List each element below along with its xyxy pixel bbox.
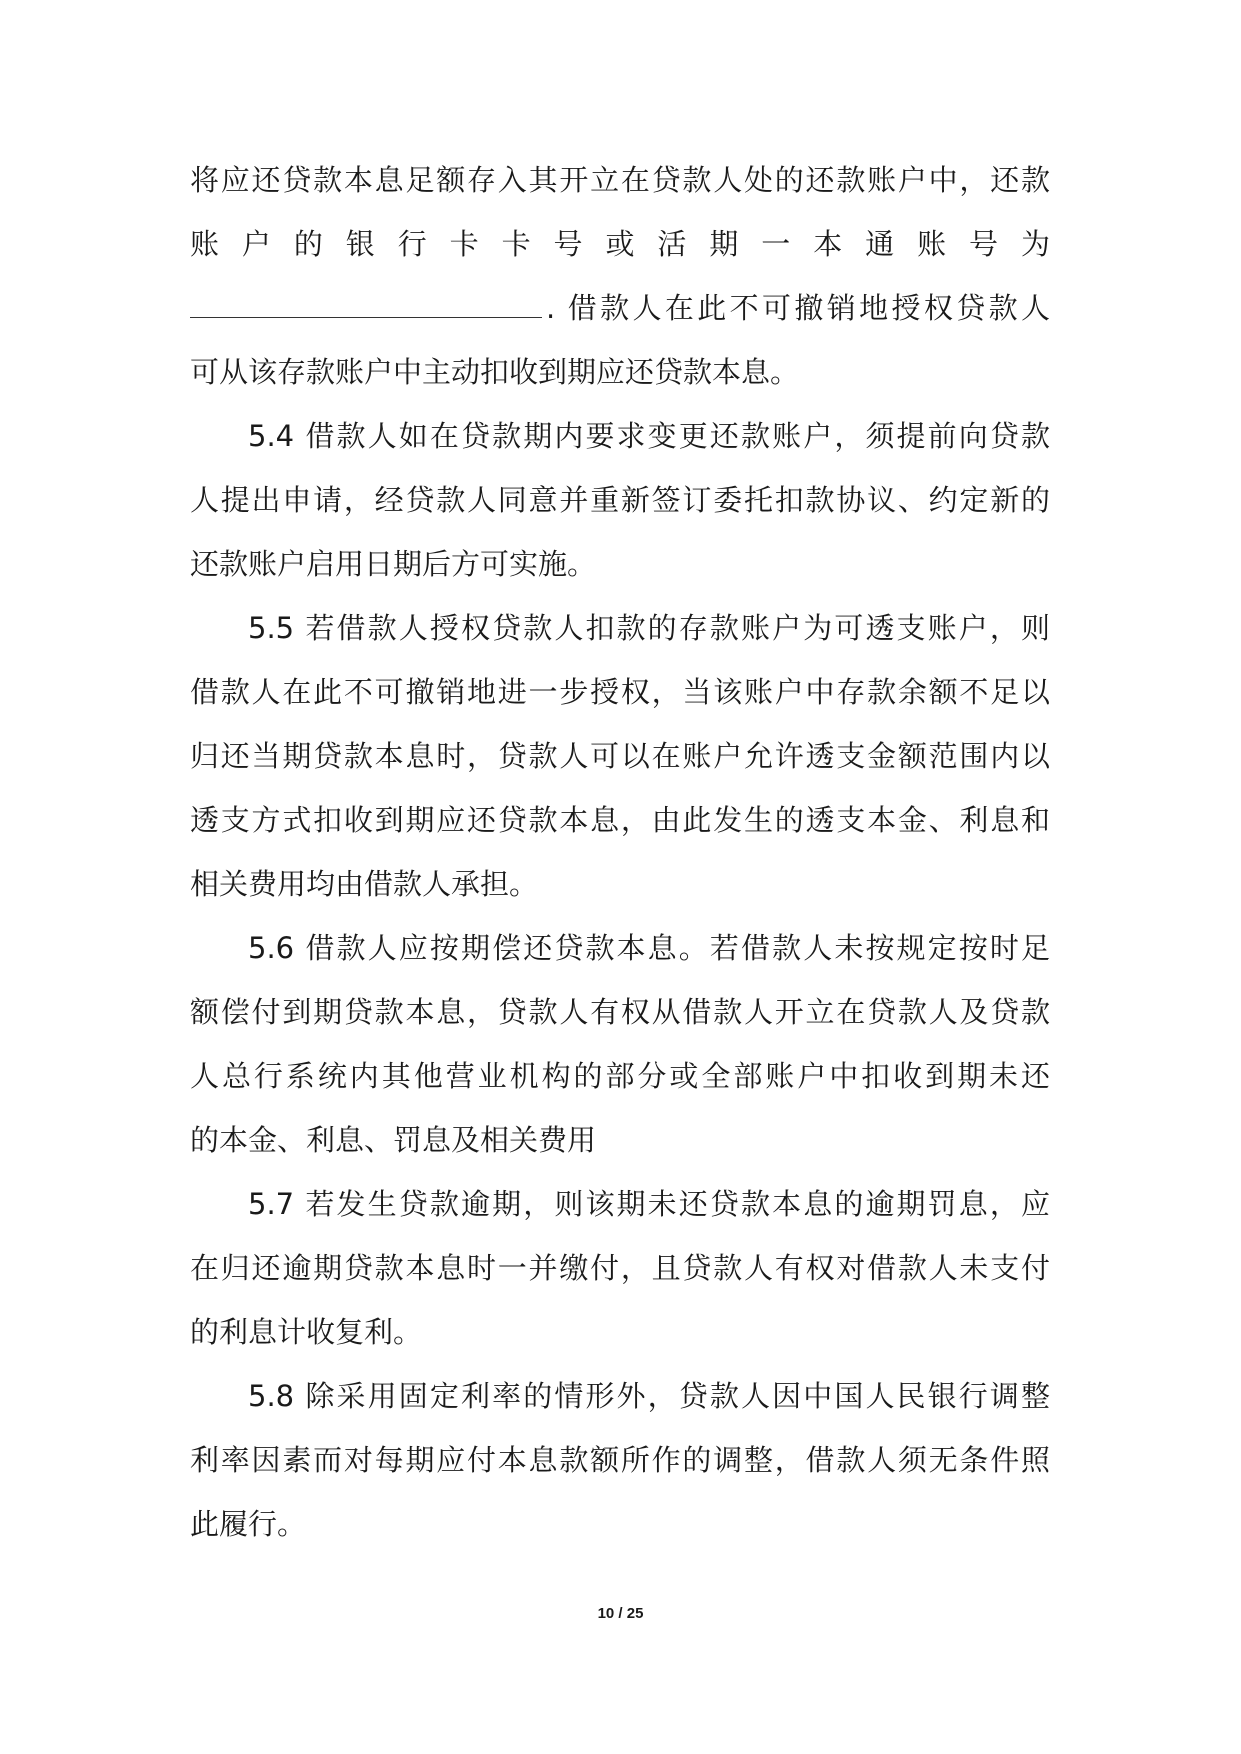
paragraph-line: 可从该存款账户中主动扣收到期应还贷款本息。 (190, 355, 800, 389)
clause-5-5-line: 借款人在此不可撤销地进一步授权，当该账户中存款余额不足以 (190, 675, 1050, 709)
clause-5-7-line: 的利息计收复利。 (190, 1315, 423, 1349)
clause-5-6-line: 的本金、利息、罚息及相关费用 (190, 1123, 597, 1157)
page-number: 10 / 25 (597, 1605, 644, 1622)
clause-5-4-line: 5.4 借款人如在贷款期内要求变更还款账户，须提前向贷款 (248, 419, 1050, 453)
document-body (190, 148, 1050, 1556)
clause-5-5-line: 相关费用均由借款人承担。 (190, 867, 539, 901)
account-number-blank (190, 283, 542, 318)
clause-5-6-line: 额偿付到期贷款本息，贷款人有权从借款人开立在贷款人及贷款 (190, 995, 1050, 1029)
clause-5-8-line: 利率因素而对每期应付本息款额所作的调整，借款人须无条件照 (190, 1443, 1050, 1477)
paragraph-line-with-blank (190, 276, 1050, 340)
clause-5-8-line: 5.8 除采用固定利率的情形外，贷款人因中国人民银行调整 (248, 1379, 1050, 1413)
clause-5-8-line: 此履行。 (190, 1507, 307, 1541)
blank-line-tail: . 借款人在此不可撤销地授权贷款人 (546, 291, 1050, 325)
clause-5-7-line: 5.7 若发生贷款逾期，则该期未还贷款本息的逾期罚息，应 (248, 1187, 1050, 1221)
paragraph-line: 账 户 的 银 行 卡 卡 号 或 活 期 一 本 通 账 号 为 (190, 227, 1050, 261)
clause-5-6-line: 5.6 借款人应按期偿还贷款本息。若借款人未按规定按时足 (248, 931, 1050, 965)
paragraph-line: 将应还贷款本息足额存入其开立在贷款人处的还款账户中，还款 (190, 163, 1050, 197)
clause-5-4-line: 人提出申请，经贷款人同意并重新签订委托扣款协议、约定新的 (190, 483, 1050, 517)
clause-5-5-line: 归还当期贷款本息时，贷款人可以在账户允许透支金额范围内以 (190, 739, 1050, 773)
clause-5-7-line: 在归还逾期贷款本息时一并缴付，且贷款人有权对借款人未支付 (190, 1251, 1050, 1285)
clause-5-6-line: 人总行系统内其他营业机构的部分或全部账户中扣收到期未还 (190, 1059, 1050, 1093)
clause-5-4-line: 还款账户启用日期后方可实施。 (190, 547, 597, 581)
clause-5-5-line: 透支方式扣收到期应还贷款本息，由此发生的透支本金、利息和 (190, 803, 1050, 837)
clause-5-5-line: 5.5 若借款人授权贷款人扣款的存款账户为可透支账户，则 (248, 611, 1050, 645)
